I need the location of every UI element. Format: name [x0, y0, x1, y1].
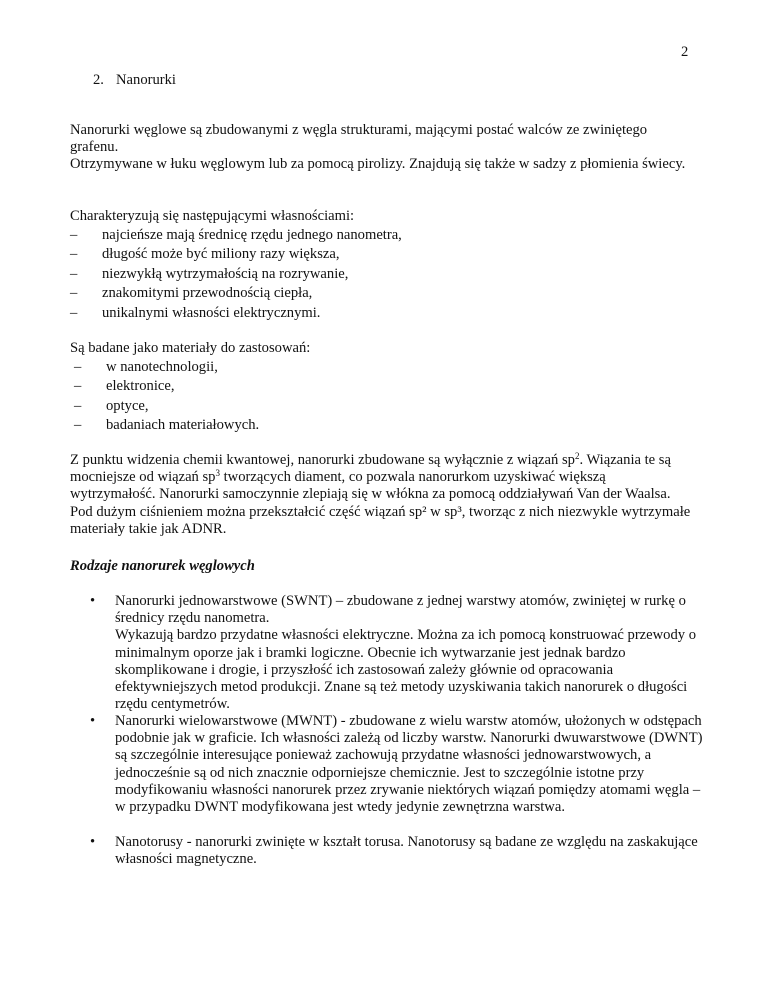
type-text-continued: Wykazują bardzo przydatne własności elektryczne. Można za ich pomocą konstruować przewody o minimalnym oporze jak i bramki logiczne. Obecnie ich wytwarzanie jest jednak bardzo skomplikowane i drogie, i przyszłość ich zastosowań zależy głównie od opracowania efektywniejszych metod produkcji. Znane są też metody uzyskiwania takich nanorurek o długości rzędu centymetrów. [115, 627, 697, 713]
bullet-icon: • [90, 593, 96, 609]
page-number: 2 [681, 44, 689, 60]
dash-icon: – [70, 285, 78, 301]
property-text: najcieńsze mają średnicę rzędu jednego nanometra, [102, 227, 402, 243]
dash-icon: – [74, 359, 82, 375]
heading-number: 2. [93, 72, 104, 88]
quantum-text-part-3: tworzących diament, co pozwala nanorurkom uzyskiwać większą wytrzymałość. Nanorurki samoczynnie zlepiają się w włókna za pomocą oddziaływań Van der Waalsa. Pod dużym ciśnieniem można przekształcić część wiązań sp² w sp³, tworząc z nich niezwykle wytrzymałe materiały takie jak ADNR. [70, 469, 691, 537]
dash-icon: – [74, 417, 82, 433]
property-text: niezwykłą wytrzymałością na rozrywanie, [102, 266, 349, 282]
type-item-nanotorus [115, 834, 703, 868]
type-text: Nanorurki jednowarstwowe (SWNT) – zbudowane z jednej warstwy atomów, zwiniętej w rurkę o średnicy rzędu nanometra. [115, 593, 686, 627]
properties-lead: Charakteryzują się następującymi własnościami: [70, 208, 355, 224]
section-title: Rodzaje nanorurek węglowych [70, 558, 255, 574]
dash-icon: – [74, 398, 82, 414]
dash-icon: – [70, 246, 78, 262]
application-text: optyce, [106, 398, 149, 414]
heading-title: Nanorurki [116, 72, 176, 88]
superscript-3: 3 [215, 468, 220, 479]
property-text: unikalnymi własności elektrycznymi. [102, 305, 321, 321]
property-text: znakomitymi przewodnością ciepła, [102, 285, 313, 301]
bullet-icon: • [90, 834, 96, 850]
quantum-text-part-1: Z punktu widzenia chemii kwantowej, nanorurki zbudowane są wyłącznie z wiązań sp [70, 452, 575, 468]
quantum-text-part-2: . Wiązania te są mocniejsze od wiązań sp [70, 452, 671, 486]
application-text: elektronice, [106, 378, 175, 394]
property-text: długość może być miliony razy większa, [102, 246, 340, 262]
superscript-2: 2 [574, 451, 580, 461]
dash-icon: – [74, 378, 82, 394]
bullet-icon: • [90, 713, 96, 729]
dash-icon: – [70, 305, 78, 321]
dash-icon: – [70, 227, 78, 243]
dash-icon: – [70, 266, 78, 282]
type-text: Nanotorusy - nanorurki zwinięte w kształt torusa. Nanotorusy są badane ze względu na zaskakujące własności magnetyczne. [115, 834, 698, 868]
applications-lead: Są badane jako materiały do zastosowań: [70, 340, 311, 356]
quantum-text [70, 452, 692, 538]
quantum-paragraph [70, 452, 692, 538]
type-item-mwnt [115, 713, 703, 816]
type-text: Nanorurki wielowarstwowe (MWNT) - zbudowane z wielu warstw atomów, ułożonych w odstępach podobnie jak w graficie. Ich własności zależą od liczby warstw. Nanorurki dwuwarstwowe (DWNT) są szczególnie interesujące ponieważ zachowują przydatne własności jednowarstwowych, a jednocześnie są od nich znacznie odporniejsze chemicznie. Jest to szczególnie istotne przy modyfikowaniu własności nanorurek przez zrywanie niektórych wiązań pomiędzy atomami węgla – w przypadku DWNT modyfikowana jest wtedy jedynie zewnętrzna warstwa. [115, 713, 703, 816]
intro-text-1: Nanorurki węglowe są zbudowanymi z węgla strukturami, mającymi postać walców ze zwiniętego grafenu. [70, 122, 648, 156]
application-text: w nanotechnologii, [106, 359, 218, 375]
application-text: badaniach materiałowych. [106, 417, 260, 433]
intro-text-2: Otrzymywane w łuku węglowym lub za pomocą pirolizy. Znajdują się także w sadzy z płomienia świecy. [70, 156, 686, 173]
intro-paragraph [70, 122, 692, 174]
type-item-swnt [115, 593, 703, 713]
